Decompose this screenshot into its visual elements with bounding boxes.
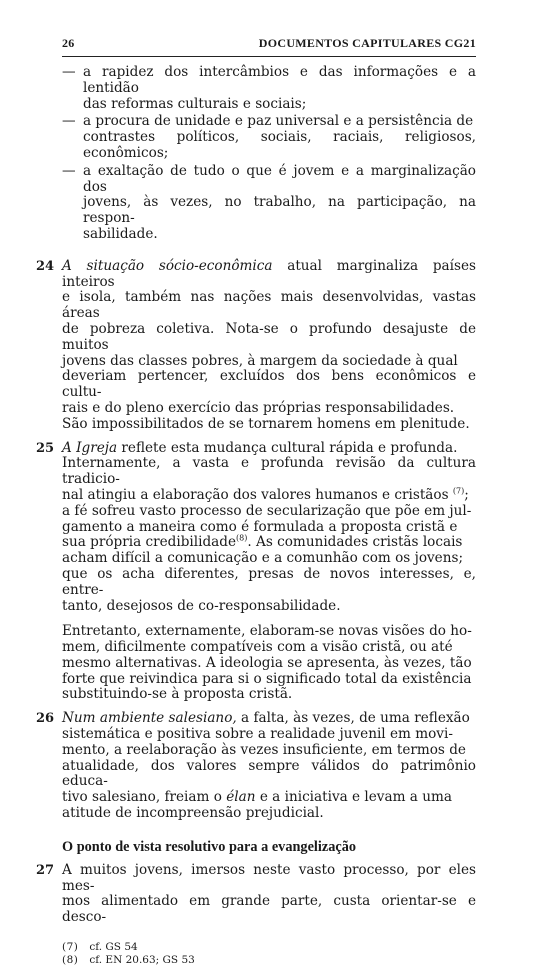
paragraph-26 (36, 710, 476, 822)
text-line: a fé sofreu vasto processo de secularização que põe em jul- (62, 502, 472, 519)
footnote-text: cf. GS 54 (89, 941, 138, 954)
text-line: atitude de incompreensão prejudicial. (62, 805, 324, 822)
bullet-item (62, 65, 476, 112)
text-line: ; (464, 486, 469, 503)
text-line: a exaltação de tudo o que é jovem e a marginalização dos (83, 162, 476, 195)
paragraph-number: 27 (36, 862, 55, 878)
text-line: gamento a maneira como é formulada a proposta cristã e (62, 518, 458, 535)
text-line: Entretanto, externamente, elaboram-se novas visões do ho- (62, 623, 472, 640)
text-line: reflete esta mudança cultural rápida e profunda. (117, 439, 458, 456)
text-line: jovens das classes pobres, à margem da sociedade à qual (62, 352, 458, 369)
bullet-item (62, 164, 476, 243)
text-line: sabilidade. (83, 225, 158, 242)
text-line: atual marginaliza países inteiros (62, 257, 476, 290)
dash-mark: — (62, 162, 76, 179)
bullet-list (62, 65, 476, 243)
text-line: mos alimentado em grande parte, custa orientar-se e desco- (62, 893, 476, 926)
paragraph-number: 26 (36, 711, 55, 727)
text-line: a procura de unidade e paz universal e a persistência de (83, 113, 474, 130)
text-line: acham difícil a comunicação e a comunhão com os jovens; (62, 550, 464, 567)
paragraph-27 (36, 861, 476, 926)
footnote (62, 954, 476, 966)
italic-word: élan (226, 789, 256, 806)
footnote (62, 941, 476, 954)
text-line: mesmo alternativas. A ideologia se apresenta, às vezes, tão (62, 654, 472, 671)
text-line: Internamente, a vasta e profunda revisão da cultura tradicio- (62, 455, 476, 488)
text-line: nal atingiu a elaboração dos valores humanos e cristãos (62, 486, 453, 503)
text-line: tivo salesiano, freiam o (62, 789, 227, 806)
text-line: jovens, às vezes, no trabalho, na participação, na respon- (83, 194, 476, 227)
footnote-ref: (8) (236, 533, 248, 543)
footnote-ref: (7) (452, 486, 465, 496)
text-line: das reformas culturais e sociais; (83, 95, 307, 112)
text-line: A muitos jovens, imersos neste vasto processo, por eles mes- (62, 861, 476, 894)
text-line: tanto, desejosos de co-responsabilidade. (62, 597, 341, 614)
dash-mark: — (62, 113, 76, 130)
italic-lead: Num ambiente salesiano, (62, 710, 237, 727)
section-subheading: O ponto de vista resolutivo para a evangelização (62, 838, 357, 855)
paragraph-25 (36, 439, 476, 615)
document-page (36, 36, 476, 966)
text-line: a falta, às vezes, de uma reflexão (236, 710, 470, 727)
paragraph-25-continuation (62, 624, 476, 703)
text-line: substituindo-se à proposta cristã. (62, 686, 293, 703)
footnote-key: (7) (62, 941, 79, 954)
text-line: deveriam pertencer, excluídos dos bens econômicos e cultu- (62, 368, 476, 401)
paragraph-24 (36, 257, 476, 433)
running-title: DOCUMENTOS CAPITULARES CG21 (258, 36, 476, 50)
dash-mark: — (62, 64, 76, 80)
footnote-key: (8) (62, 953, 79, 966)
paragraph-number: 24 (36, 258, 55, 274)
italic-lead: A situação sócio-econômica (62, 257, 273, 274)
text-line: a rapidez dos intercâmbios e das informações e a lentidão (83, 64, 476, 96)
text-line: rais e do pleno exercício das próprias responsabilidades. (62, 399, 455, 416)
text-line: e a iniciativa e levam a uma (255, 789, 452, 806)
text-line: e isola, também nas nações mais desenvolvidas, vastas áreas (62, 289, 476, 322)
text-line: São impossibilitados de se tornarem homens em plenitude. (62, 415, 470, 432)
text-line: . As comunidades cristãs locais (247, 534, 463, 551)
paragraph-number: 25 (36, 440, 55, 456)
text-line: sua própria credibilidade (62, 534, 237, 551)
text-line: sistemática e positiva sobre a realidade juvenil em movi- (62, 726, 453, 743)
text-line: contrastes políticos, sociais, raciais, religiosos, econômicos; (83, 129, 476, 161)
italic-lead: A Igreja (62, 439, 118, 456)
running-header (62, 36, 476, 57)
footnote-text: cf. EN 20.63; GS 53 (89, 953, 195, 966)
footnotes (62, 941, 476, 966)
page-number: 26 (62, 36, 75, 50)
bullet-item (62, 114, 476, 161)
text-line: mento, a reelaboração às vezes insuficiente, em termos de (62, 741, 466, 758)
text-line: de pobreza coletiva. Nota-se o profundo desajuste de muitos (62, 320, 476, 353)
text-line: forte que reivindica para si o significado total da existência (62, 670, 472, 687)
text-line: mem, dificilmente compatíveis com a visão cristã, ou até (62, 639, 453, 656)
text-line: que os acha diferentes, presas de novos interesses, e, entre- (62, 565, 476, 598)
text-line: atualidade, dos valores sempre válidos do patrimônio educa- (62, 757, 476, 790)
